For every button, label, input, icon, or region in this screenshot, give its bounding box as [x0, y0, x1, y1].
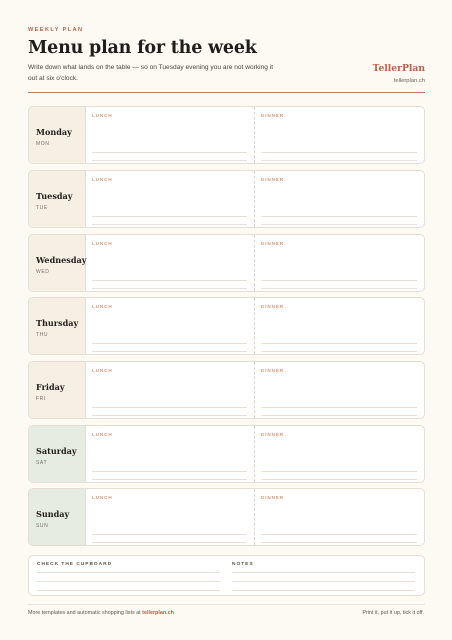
intro-text: Write down what lands on the table — so on Tuesday evening you are not working it out at six o'clock. — [28, 64, 274, 82]
writing-line — [92, 479, 247, 480]
dinner-label: DINNER — [261, 495, 285, 500]
writing-line — [37, 581, 220, 582]
dinner-slot[interactable] — [255, 489, 424, 545]
lunch-label: LUNCH — [92, 495, 113, 500]
dinner-label: DINNER — [261, 241, 285, 246]
footer-divider — [28, 604, 425, 605]
eyebrow-label: WEEKLY PLAN — [28, 27, 84, 33]
writing-line — [92, 288, 247, 289]
cupboard-notes-box — [28, 555, 425, 596]
day-name: Sunday — [36, 509, 70, 519]
lunch-slot[interactable] — [86, 235, 255, 291]
footer-credit — [28, 610, 174, 616]
day-name: Wednesday — [36, 255, 87, 265]
day-name: Monday — [36, 127, 72, 137]
day-abbr: TUE — [36, 205, 48, 211]
day-label — [29, 362, 86, 418]
writing-line — [92, 216, 247, 217]
day-label — [29, 171, 86, 227]
day-abbr: SUN — [36, 523, 49, 529]
writing-line — [261, 471, 417, 472]
dinner-slot[interactable] — [255, 107, 424, 163]
page-title: Menu plan for the week — [28, 38, 257, 58]
writing-line — [232, 590, 415, 591]
writing-line — [261, 415, 417, 416]
dinner-label: DINNER — [261, 177, 285, 182]
writing-line — [232, 572, 415, 573]
writing-line — [37, 590, 220, 591]
lunch-slot[interactable] — [86, 426, 255, 482]
dinner-slot[interactable] — [255, 235, 424, 291]
lunch-label: LUNCH — [92, 368, 113, 373]
dinner-slot[interactable] — [255, 426, 424, 482]
header-divider — [28, 92, 425, 93]
lunch-label: LUNCH — [92, 241, 113, 246]
writing-line — [261, 216, 417, 217]
day-abbr: FRI — [36, 396, 46, 402]
day-label — [29, 426, 86, 482]
notes-section[interactable] — [232, 556, 415, 595]
writing-line — [261, 542, 417, 543]
writing-line — [92, 152, 247, 153]
writing-line — [92, 534, 247, 535]
day-row-friday — [28, 361, 425, 419]
lunch-label: LUNCH — [92, 177, 113, 182]
writing-line — [92, 160, 247, 161]
writing-line — [92, 351, 247, 352]
notes-label: NOTES — [232, 562, 254, 567]
writing-line — [261, 288, 417, 289]
writing-line — [261, 224, 417, 225]
day-abbr: THU — [36, 332, 49, 338]
writing-line — [261, 534, 417, 535]
writing-line — [37, 572, 220, 573]
writing-line — [261, 343, 417, 344]
cupboard-section[interactable] — [37, 556, 220, 595]
writing-line — [92, 471, 247, 472]
dinner-label: DINNER — [261, 368, 285, 373]
day-label — [29, 298, 86, 354]
lunch-label: LUNCH — [92, 113, 113, 118]
writing-line — [261, 160, 417, 161]
day-row-tuesday — [28, 170, 425, 228]
lunch-slot[interactable] — [86, 107, 255, 163]
day-label — [29, 489, 86, 545]
cupboard-label: CHECK THE CUPBOARD — [37, 562, 113, 567]
day-label — [29, 235, 86, 291]
day-name: Friday — [36, 382, 65, 392]
day-row-monday — [28, 106, 425, 164]
writing-line — [92, 415, 247, 416]
footer-tagline: Print it, put it up, tick it off. — [362, 610, 424, 616]
writing-line — [92, 280, 247, 281]
day-abbr: WED — [36, 269, 50, 275]
dinner-label: DINNER — [261, 113, 285, 118]
day-abbr: SAT — [36, 460, 48, 466]
brand-logo: TellerPlan — [372, 63, 425, 74]
dinner-slot[interactable] — [255, 298, 424, 354]
footer-link[interactable]: tellerplan.ch — [142, 610, 174, 616]
writing-line — [261, 479, 417, 480]
lunch-slot[interactable] — [86, 171, 255, 227]
dinner-slot[interactable] — [255, 171, 424, 227]
day-row-wednesday — [28, 234, 425, 292]
day-row-sunday — [28, 488, 425, 546]
writing-line — [92, 224, 247, 225]
lunch-label: LUNCH — [92, 304, 113, 309]
brand-block — [373, 63, 425, 84]
day-name: Saturday — [36, 446, 77, 456]
writing-line — [232, 581, 415, 582]
day-row-saturday — [28, 425, 425, 483]
day-name: Thursday — [36, 318, 79, 328]
writing-line — [92, 343, 247, 344]
brand-url[interactable]: tellerplan.ch — [393, 78, 425, 84]
day-name: Tuesday — [36, 191, 73, 201]
dinner-label: DINNER — [261, 432, 285, 437]
dinner-slot[interactable] — [255, 362, 424, 418]
lunch-label: LUNCH — [92, 432, 113, 437]
day-abbr: MON — [36, 141, 50, 147]
day-label — [29, 107, 86, 163]
writing-line — [261, 351, 417, 352]
lunch-slot[interactable] — [86, 489, 255, 545]
lunch-slot[interactable] — [86, 298, 255, 354]
writing-line — [261, 152, 417, 153]
writing-line — [261, 280, 417, 281]
lunch-slot[interactable] — [86, 362, 255, 418]
dinner-label: DINNER — [261, 304, 285, 309]
footer-text: More templates and automatic shopping lists at — [28, 610, 143, 616]
day-row-thursday — [28, 297, 425, 355]
writing-line — [261, 407, 417, 408]
header — [28, 27, 425, 84]
writing-line — [92, 407, 247, 408]
writing-line — [92, 542, 247, 543]
